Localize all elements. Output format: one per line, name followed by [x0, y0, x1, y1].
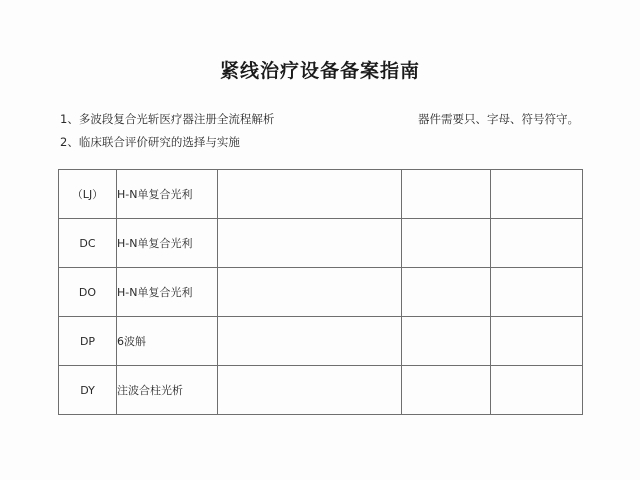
- document-title: 紧线治疗设备备案指南: [219, 60, 420, 82]
- row-code-cell: DC: [59, 219, 117, 268]
- table-row: [59, 170, 583, 219]
- empty-cell: [218, 317, 402, 366]
- list-item: 1、多波段复合光斩医疗器注册全流程解析: [60, 112, 275, 126]
- list-item: 2、临床联合评价研究的选择与实施: [60, 135, 240, 149]
- row-code-cell: DO: [59, 268, 117, 317]
- row-name-cell: H-N单复合光利: [117, 219, 218, 268]
- row-name-cell: 6波斛: [117, 317, 218, 366]
- empty-cell: [402, 170, 491, 219]
- row-code-cell: DY: [59, 366, 117, 415]
- row-name-cell: H-N单复合光利: [117, 170, 218, 219]
- row-name-cell: H-N单复合光利: [117, 268, 218, 317]
- empty-cell: [491, 317, 583, 366]
- empty-cell: [491, 170, 583, 219]
- empty-cell: [218, 219, 402, 268]
- empty-cell: [491, 366, 583, 415]
- empty-cell: [491, 219, 583, 268]
- table-row: [59, 317, 583, 366]
- note-text: 器件需要只、字母、符号符守。: [418, 112, 579, 126]
- data-table: [58, 169, 583, 415]
- empty-cell: [218, 170, 402, 219]
- empty-cell: [402, 219, 491, 268]
- empty-cell: [218, 268, 402, 317]
- empty-cell: [402, 366, 491, 415]
- row-code-cell: DP: [59, 317, 117, 366]
- empty-cell: [218, 366, 402, 415]
- table-row: [59, 219, 583, 268]
- row-name-cell: 注波合柱光析: [117, 366, 218, 415]
- table-row: [59, 366, 583, 415]
- empty-cell: [491, 268, 583, 317]
- empty-cell: [402, 317, 491, 366]
- table-row: [59, 268, 583, 317]
- empty-cell: [402, 268, 491, 317]
- row-code-cell: （LJ）: [59, 170, 117, 219]
